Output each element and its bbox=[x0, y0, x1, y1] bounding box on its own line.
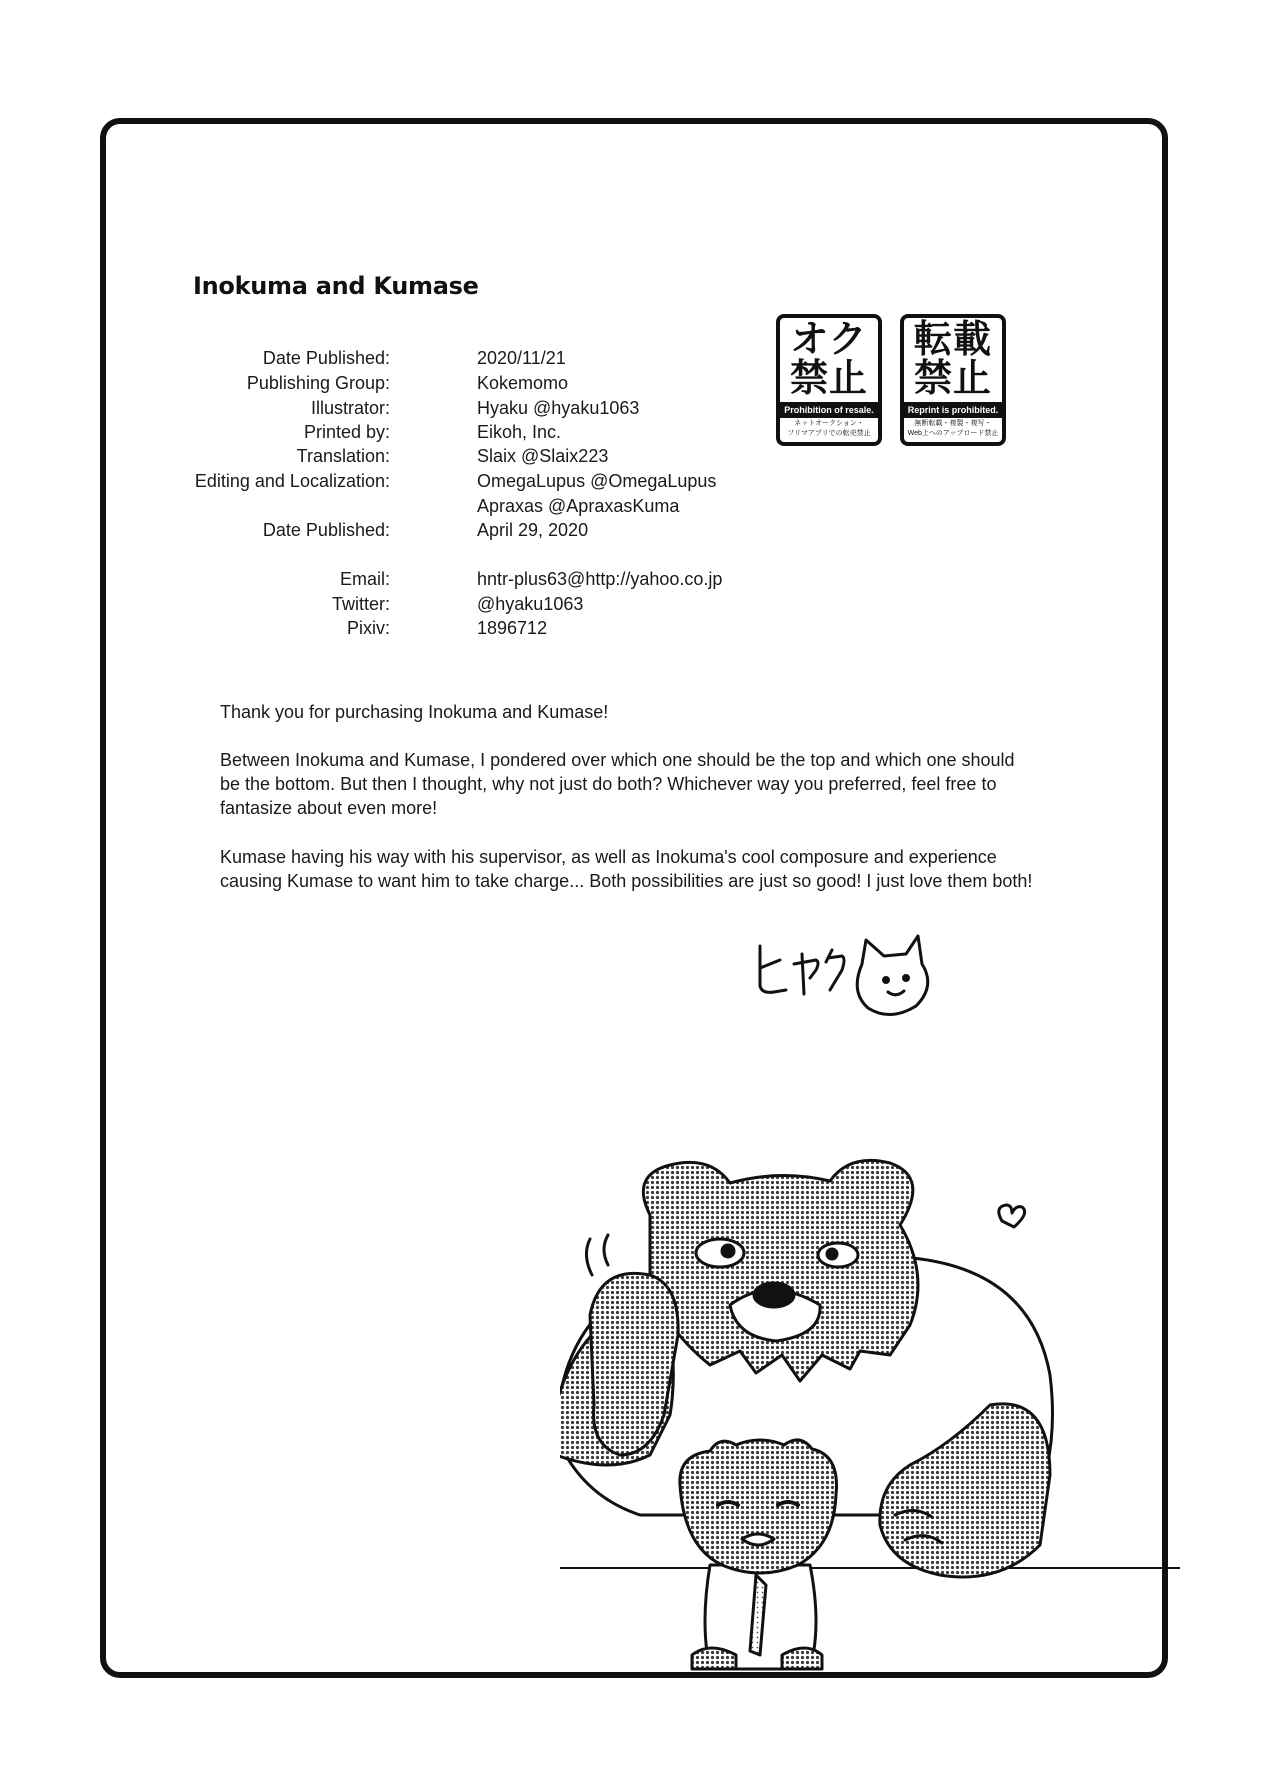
credit-row bbox=[0, 494, 1280, 518]
credit-row bbox=[0, 346, 1280, 370]
badge-japanese bbox=[904, 419, 1002, 439]
badge-kanji bbox=[904, 317, 1002, 400]
badge-kanji-bottom: 禁止 bbox=[913, 356, 992, 400]
credit-value: Eikoh, Inc. bbox=[477, 422, 562, 442]
credit-label: Pixiv: bbox=[346, 618, 390, 638]
credit-label: Twitter: bbox=[331, 594, 390, 614]
credit-row bbox=[0, 420, 1280, 444]
artist-signature bbox=[750, 928, 950, 1028]
credit-value: @hyaku1063 bbox=[477, 594, 584, 614]
credit-value: 1896712 bbox=[477, 618, 548, 638]
credit-row bbox=[0, 567, 1280, 591]
afterword-paragraph bbox=[220, 845, 1120, 893]
afterword-line: Kumase having his way with his supervisor, as well as Inokuma's cool composure and experience bbox=[220, 847, 997, 867]
credit-value: hntr-plus63@http://yahoo.co.jp bbox=[477, 569, 723, 589]
credit-label: Date Published: bbox=[262, 348, 390, 368]
credit-row bbox=[0, 444, 1280, 468]
credit-row bbox=[0, 396, 1280, 420]
badge-japanese bbox=[780, 419, 878, 439]
credit-label: Translation: bbox=[296, 446, 390, 466]
credit-row bbox=[0, 592, 1280, 616]
afterword-line: causing Kumase to want him to take charge... Both possibilities are just so good! I just love them both! bbox=[220, 871, 1033, 891]
credit-value: 2020/11/21 bbox=[477, 348, 566, 368]
badge-japanese-line: ネットオークション・ bbox=[794, 420, 864, 427]
badge-english: Reprint is prohibited. bbox=[904, 402, 1002, 418]
credit-label: Illustrator: bbox=[310, 398, 390, 418]
credit-value: OmegaLupus @OmegaLupus bbox=[477, 471, 717, 491]
credit-label: Publishing Group: bbox=[246, 373, 390, 393]
badge-english: Prohibition of resale. bbox=[780, 402, 878, 418]
credit-row bbox=[0, 469, 1280, 493]
no-reprint-badge bbox=[900, 314, 1006, 446]
credit-label: Editing and Localization: bbox=[194, 471, 390, 491]
credit-label: Date Published: bbox=[262, 520, 390, 540]
afterword-line: fantasize about even more! bbox=[220, 798, 438, 818]
no-resale-badge bbox=[776, 314, 882, 446]
credit-value: Hyaku @hyaku1063 bbox=[477, 398, 640, 418]
thanks-paragraph: Thank you for purchasing Inokuma and Kumase! bbox=[220, 702, 609, 722]
bear-characters-illustration bbox=[560, 1155, 1180, 1675]
credit-value: Kokemomo bbox=[477, 373, 569, 393]
afterword-line: Between Inokuma and Kumase, I pondered over which one should be the top and which one should bbox=[220, 750, 1015, 770]
badge-kanji bbox=[780, 317, 878, 400]
credit-label: Printed by: bbox=[303, 422, 390, 442]
badge-japanese-line: フリマアプリでの転売禁止 bbox=[787, 430, 871, 437]
credit-value: April 29, 2020 bbox=[477, 520, 589, 540]
credit-value: Slaix @Slaix223 bbox=[477, 446, 609, 466]
credit-label: Email: bbox=[339, 569, 390, 589]
badge-japanese-line: 無断転載・複製・複写・ bbox=[914, 420, 992, 427]
afterword-line: be the bottom. But then I thought, why not just do both? Whichever way you preferred, feel free to bbox=[220, 774, 997, 794]
book-title: Inokuma and Kumase bbox=[193, 272, 479, 300]
credit-row bbox=[0, 371, 1280, 395]
credit-value: Apraxas @ApraxasKuma bbox=[477, 496, 680, 516]
credit-row bbox=[0, 518, 1280, 542]
badge-kanji-top: 転載 bbox=[913, 317, 992, 361]
badge-kanji-bottom: 禁止 bbox=[789, 356, 868, 400]
badge-kanji-top: オク bbox=[790, 317, 868, 361]
badge-japanese-line: Web上へのアップロード禁止 bbox=[907, 430, 999, 437]
credit-row bbox=[0, 616, 1280, 640]
afterword-paragraph bbox=[220, 748, 1120, 820]
